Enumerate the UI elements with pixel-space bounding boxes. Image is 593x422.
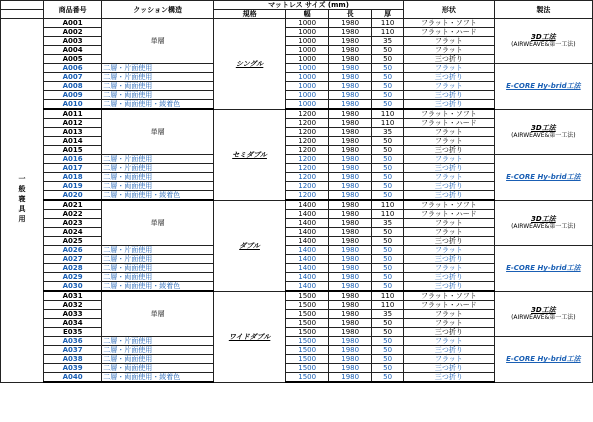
thickness-value: 50	[372, 100, 404, 110]
length-value: 1980	[329, 282, 372, 292]
shape-value: フラット・ハード	[404, 210, 495, 219]
maker-3d-title: 3D工法	[531, 305, 556, 314]
shape-value: 三つ折り	[404, 237, 495, 246]
shape-value: フラット	[404, 219, 495, 228]
width-value: 1000	[286, 28, 329, 37]
width-value: 1400	[286, 264, 329, 273]
width-value: 1500	[286, 319, 329, 328]
maker-ecore	[494, 246, 592, 292]
cushion-structure: 二層・両面使用	[102, 82, 214, 91]
product-code: A034	[44, 319, 102, 328]
width-value: 1200	[286, 146, 329, 155]
thickness-value: 110	[372, 301, 404, 310]
cushion-single-layer: 単層	[102, 291, 214, 337]
product-code: A007	[44, 73, 102, 82]
table-row	[1, 291, 593, 301]
maker-3d	[494, 291, 592, 337]
thickness-value: 50	[372, 173, 404, 182]
width-value: 1400	[286, 228, 329, 237]
width-value: 1400	[286, 246, 329, 255]
thickness-value: 110	[372, 210, 404, 219]
product-code: A033	[44, 310, 102, 319]
product-code: A001	[44, 19, 102, 28]
cushion-structure: 二層・片面使用	[102, 164, 214, 173]
size-spec: ダブル	[213, 200, 285, 291]
width-value: 1200	[286, 137, 329, 146]
thickness-value: 50	[372, 255, 404, 264]
thickness-value: 110	[372, 119, 404, 128]
shape-value: 三つ折り	[404, 364, 495, 373]
thickness-value: 50	[372, 146, 404, 155]
cushion-structure: 二層・両面使用・綾着色	[102, 373, 214, 383]
thickness-value: 35	[372, 128, 404, 137]
product-code: A004	[44, 46, 102, 55]
cushion-structure: 二層・両面使用・綾着色	[102, 191, 214, 201]
length-value: 1980	[329, 100, 372, 110]
table-row	[1, 246, 593, 255]
cushion-structure: 二層・両面使用	[102, 173, 214, 182]
thickness-value: 50	[372, 319, 404, 328]
shape-value: 三つ折り	[404, 273, 495, 282]
product-code: A019	[44, 182, 102, 191]
length-value: 1980	[329, 237, 372, 246]
cushion-structure: 二層・両面使用	[102, 182, 214, 191]
length-value: 1980	[329, 219, 372, 228]
product-code: A024	[44, 228, 102, 237]
product-code: A023	[44, 219, 102, 228]
shape-value: 三つ折り	[404, 328, 495, 337]
shape-value: 三つ折り	[404, 91, 495, 100]
length-value: 1980	[329, 73, 372, 82]
thickness-value: 110	[372, 109, 404, 119]
width-value: 1500	[286, 373, 329, 383]
table-row	[1, 109, 593, 119]
product-code: A025	[44, 237, 102, 246]
length-value: 1980	[329, 182, 372, 191]
width-value: 1400	[286, 210, 329, 219]
header-cushion: クッション構造	[102, 1, 214, 19]
shape-value: 三つ折り	[404, 255, 495, 264]
thickness-value: 50	[372, 246, 404, 255]
cushion-structure: 二層・両面使用・綾着色	[102, 282, 214, 292]
width-value: 1200	[286, 191, 329, 201]
width-value: 1500	[286, 291, 329, 301]
cushion-single-layer: 単層	[102, 19, 214, 64]
thickness-value: 50	[372, 364, 404, 373]
product-code: A028	[44, 264, 102, 273]
header-code: 商品番号	[44, 1, 102, 19]
width-value: 1200	[286, 164, 329, 173]
product-code: A031	[44, 291, 102, 301]
product-code: A038	[44, 355, 102, 364]
product-code: A003	[44, 37, 102, 46]
cushion-structure: 二層・両面使用	[102, 364, 214, 373]
length-value: 1980	[329, 164, 372, 173]
shape-value: フラット	[404, 128, 495, 137]
length-value: 1980	[329, 46, 372, 55]
product-code: A032	[44, 301, 102, 310]
maker-ecore	[494, 155, 592, 201]
width-value: 1000	[286, 46, 329, 55]
product-code: A016	[44, 155, 102, 164]
width-value: 1400	[286, 282, 329, 292]
shape-value: 三つ折り	[404, 182, 495, 191]
width-value: 1500	[286, 301, 329, 310]
product-code: A006	[44, 64, 102, 73]
thickness-value: 50	[372, 46, 404, 55]
length-value: 1980	[329, 55, 372, 64]
maker-ecore	[494, 64, 592, 110]
cushion-structure: 二層・片面使用	[102, 337, 214, 346]
shape-value: フラット・ソフト	[404, 109, 495, 119]
width-value: 1200	[286, 109, 329, 119]
width-value: 1200	[286, 182, 329, 191]
width-value: 1000	[286, 19, 329, 28]
width-value: 1200	[286, 173, 329, 182]
header-spec: 規格	[213, 10, 285, 19]
length-value: 1980	[329, 128, 372, 137]
product-code: A008	[44, 82, 102, 91]
table-row	[1, 19, 593, 28]
length-value: 1980	[329, 319, 372, 328]
shape-value: フラット	[404, 310, 495, 319]
shape-value: フラット・ハード	[404, 301, 495, 310]
header-thickness: 厚	[372, 10, 404, 19]
shape-value: フラット・ハード	[404, 28, 495, 37]
shape-value: フラット	[404, 46, 495, 55]
thickness-value: 35	[372, 310, 404, 319]
product-code: A036	[44, 337, 102, 346]
product-code: E035	[44, 328, 102, 337]
width-value: 1400	[286, 237, 329, 246]
width-value: 1000	[286, 91, 329, 100]
length-value: 1980	[329, 137, 372, 146]
length-value: 1980	[329, 173, 372, 182]
length-value: 1980	[329, 82, 372, 91]
shape-value: 三つ折り	[404, 282, 495, 292]
shape-value: 三つ折り	[404, 73, 495, 82]
shape-value: フラット	[404, 64, 495, 73]
thickness-value: 50	[372, 355, 404, 364]
header-maker: 製法	[494, 1, 592, 19]
product-code: A005	[44, 55, 102, 64]
thickness-value: 110	[372, 19, 404, 28]
width-value: 1400	[286, 200, 329, 210]
shape-value: フラット	[404, 155, 495, 164]
maker-3d-subtitle: (AIRWEAVE&第一工法)	[511, 222, 576, 230]
cushion-structure: 二層・両面使用	[102, 264, 214, 273]
thickness-value: 50	[372, 137, 404, 146]
maker-ecore-title: E-CORE Hy-brid工法	[506, 82, 581, 91]
shape-value: フラット・ソフト	[404, 19, 495, 28]
length-value: 1980	[329, 246, 372, 255]
length-value: 1980	[329, 346, 372, 355]
length-value: 1980	[329, 264, 372, 273]
shape-value: フラット	[404, 173, 495, 182]
thickness-value: 50	[372, 346, 404, 355]
length-value: 1980	[329, 355, 372, 364]
maker-3d	[494, 109, 592, 155]
length-value: 1980	[329, 64, 372, 73]
size-spec: シングル	[213, 19, 285, 110]
length-value: 1980	[329, 119, 372, 128]
shape-value: フラット・ハード	[404, 119, 495, 128]
header-length: 長	[329, 10, 372, 19]
cushion-structure: 二層・片面使用	[102, 346, 214, 355]
maker-3d	[494, 200, 592, 246]
size-spec: セミダブル	[213, 109, 285, 200]
length-value: 1980	[329, 200, 372, 210]
shape-value: 三つ折り	[404, 346, 495, 355]
length-value: 1980	[329, 19, 372, 28]
maker-ecore-title: E-CORE Hy-brid工法	[506, 355, 581, 364]
cushion-structure: 二層・両面使用	[102, 91, 214, 100]
width-value: 1200	[286, 128, 329, 137]
length-value: 1980	[329, 328, 372, 337]
thickness-value: 50	[372, 373, 404, 383]
shape-value: フラット	[404, 246, 495, 255]
product-code: A022	[44, 210, 102, 219]
shape-value: フラット	[404, 337, 495, 346]
length-value: 1980	[329, 146, 372, 155]
shape-value: フラット	[404, 355, 495, 364]
length-value: 1980	[329, 109, 372, 119]
thickness-value: 50	[372, 91, 404, 100]
maker-ecore-title: E-CORE Hy-brid工法	[506, 264, 581, 273]
cushion-structure: 二層・片面使用	[102, 255, 214, 264]
width-value: 1400	[286, 219, 329, 228]
product-code: A021	[44, 200, 102, 210]
length-value: 1980	[329, 155, 372, 164]
shape-value: 三つ折り	[404, 164, 495, 173]
header-spacer-2	[1, 10, 44, 19]
thickness-value: 50	[372, 264, 404, 273]
product-code: A018	[44, 173, 102, 182]
cushion-structure: 二層・片面使用	[102, 246, 214, 255]
length-value: 1980	[329, 291, 372, 301]
table-row	[1, 155, 593, 164]
shape-value: 三つ折り	[404, 146, 495, 155]
shape-value: フラット	[404, 82, 495, 91]
product-code: A011	[44, 109, 102, 119]
product-code: A012	[44, 119, 102, 128]
thickness-value: 50	[372, 55, 404, 64]
product-code: A037	[44, 346, 102, 355]
product-code: A039	[44, 364, 102, 373]
shape-value: フラット	[404, 319, 495, 328]
shape-value: フラット	[404, 264, 495, 273]
length-value: 1980	[329, 91, 372, 100]
table-row	[1, 337, 593, 346]
thickness-value: 50	[372, 73, 404, 82]
width-value: 1500	[286, 328, 329, 337]
product-code: A020	[44, 191, 102, 201]
length-value: 1980	[329, 373, 372, 383]
thickness-value: 35	[372, 219, 404, 228]
width-value: 1500	[286, 337, 329, 346]
header-spacer	[1, 1, 44, 10]
shape-value: フラット・ソフト	[404, 291, 495, 301]
width-value: 1400	[286, 255, 329, 264]
table-row	[1, 64, 593, 73]
shape-value: フラット	[404, 228, 495, 237]
table-row	[1, 200, 593, 210]
width-value: 1500	[286, 346, 329, 355]
length-value: 1980	[329, 255, 372, 264]
thickness-value: 50	[372, 155, 404, 164]
length-value: 1980	[329, 337, 372, 346]
shape-value: 三つ折り	[404, 191, 495, 201]
width-value: 1500	[286, 310, 329, 319]
length-value: 1980	[329, 37, 372, 46]
thickness-value: 50	[372, 82, 404, 91]
product-code: A014	[44, 137, 102, 146]
product-code: A009	[44, 91, 102, 100]
shape-value: フラット・ソフト	[404, 200, 495, 210]
width-value: 1400	[286, 273, 329, 282]
thickness-value: 50	[372, 273, 404, 282]
maker-3d-subtitle: (AIRWEAVE&第一工法)	[511, 313, 576, 321]
length-value: 1980	[329, 364, 372, 373]
width-value: 1000	[286, 82, 329, 91]
width-value: 1500	[286, 355, 329, 364]
product-code: A015	[44, 146, 102, 155]
shape-value: フラット	[404, 37, 495, 46]
maker-3d-title: 3D工法	[531, 214, 556, 223]
shape-value: 三つ折り	[404, 373, 495, 383]
width-value: 1200	[286, 155, 329, 164]
cushion-structure: 二層・両面使用	[102, 355, 214, 364]
length-value: 1980	[329, 273, 372, 282]
header-size-group: マットレス サイズ (mm)	[213, 1, 403, 10]
product-code: A027	[44, 255, 102, 264]
product-code: A026	[44, 246, 102, 255]
length-value: 1980	[329, 191, 372, 201]
product-code: A040	[44, 373, 102, 383]
maker-3d-subtitle: (AIRWEAVE&第一工法)	[511, 131, 576, 139]
shape-value: 三つ折り	[404, 100, 495, 110]
maker-3d-title: 3D工法	[531, 33, 556, 41]
thickness-value: 50	[372, 191, 404, 201]
product-code: A029	[44, 273, 102, 282]
cushion-single-layer: 単層	[102, 109, 214, 155]
width-value: 1500	[286, 364, 329, 373]
length-value: 1980	[329, 301, 372, 310]
thickness-value: 35	[372, 37, 404, 46]
thickness-value: 50	[372, 328, 404, 337]
thickness-value: 50	[372, 228, 404, 237]
product-code: A002	[44, 28, 102, 37]
maker-ecore-title: E-CORE Hy-brid工法	[506, 173, 581, 182]
length-value: 1980	[329, 210, 372, 219]
width-value: 1000	[286, 73, 329, 82]
category-label: 一般寝具用	[1, 19, 44, 383]
maker-3d-subtitle: (AIRWEAVE&第一工法)	[511, 41, 576, 48]
header-shape: 形状	[404, 1, 495, 19]
cushion-single-layer: 単層	[102, 200, 214, 246]
product-code: A013	[44, 128, 102, 137]
width-value: 1200	[286, 119, 329, 128]
length-value: 1980	[329, 28, 372, 37]
length-value: 1980	[329, 310, 372, 319]
product-code: A030	[44, 282, 102, 292]
maker-3d-title: 3D工法	[531, 123, 556, 132]
width-value: 1000	[286, 55, 329, 64]
cushion-structure: 二層・片面使用	[102, 64, 214, 73]
width-value: 1000	[286, 100, 329, 110]
width-value: 1000	[286, 37, 329, 46]
thickness-value: 50	[372, 64, 404, 73]
cushion-structure: 二層・両面使用・綾着色	[102, 100, 214, 110]
thickness-value: 50	[372, 237, 404, 246]
thickness-value: 50	[372, 182, 404, 191]
thickness-value: 110	[372, 200, 404, 210]
size-spec: ワイドダブル	[213, 291, 285, 382]
thickness-value: 50	[372, 337, 404, 346]
header-width: 幅	[286, 10, 329, 19]
shape-value: 三つ折り	[404, 55, 495, 64]
maker-ecore	[494, 337, 592, 383]
product-code: A017	[44, 164, 102, 173]
maker-3d	[494, 19, 592, 64]
cushion-structure: 二層・片面使用	[102, 155, 214, 164]
thickness-value: 110	[372, 28, 404, 37]
width-value: 1000	[286, 64, 329, 73]
shape-value: フラット	[404, 137, 495, 146]
thickness-value: 50	[372, 164, 404, 173]
cushion-structure: 二層・片面使用	[102, 73, 214, 82]
cushion-structure: 二層・両面使用	[102, 273, 214, 282]
product-code: A010	[44, 100, 102, 110]
thickness-value: 110	[372, 291, 404, 301]
thickness-value: 50	[372, 282, 404, 292]
length-value: 1980	[329, 228, 372, 237]
